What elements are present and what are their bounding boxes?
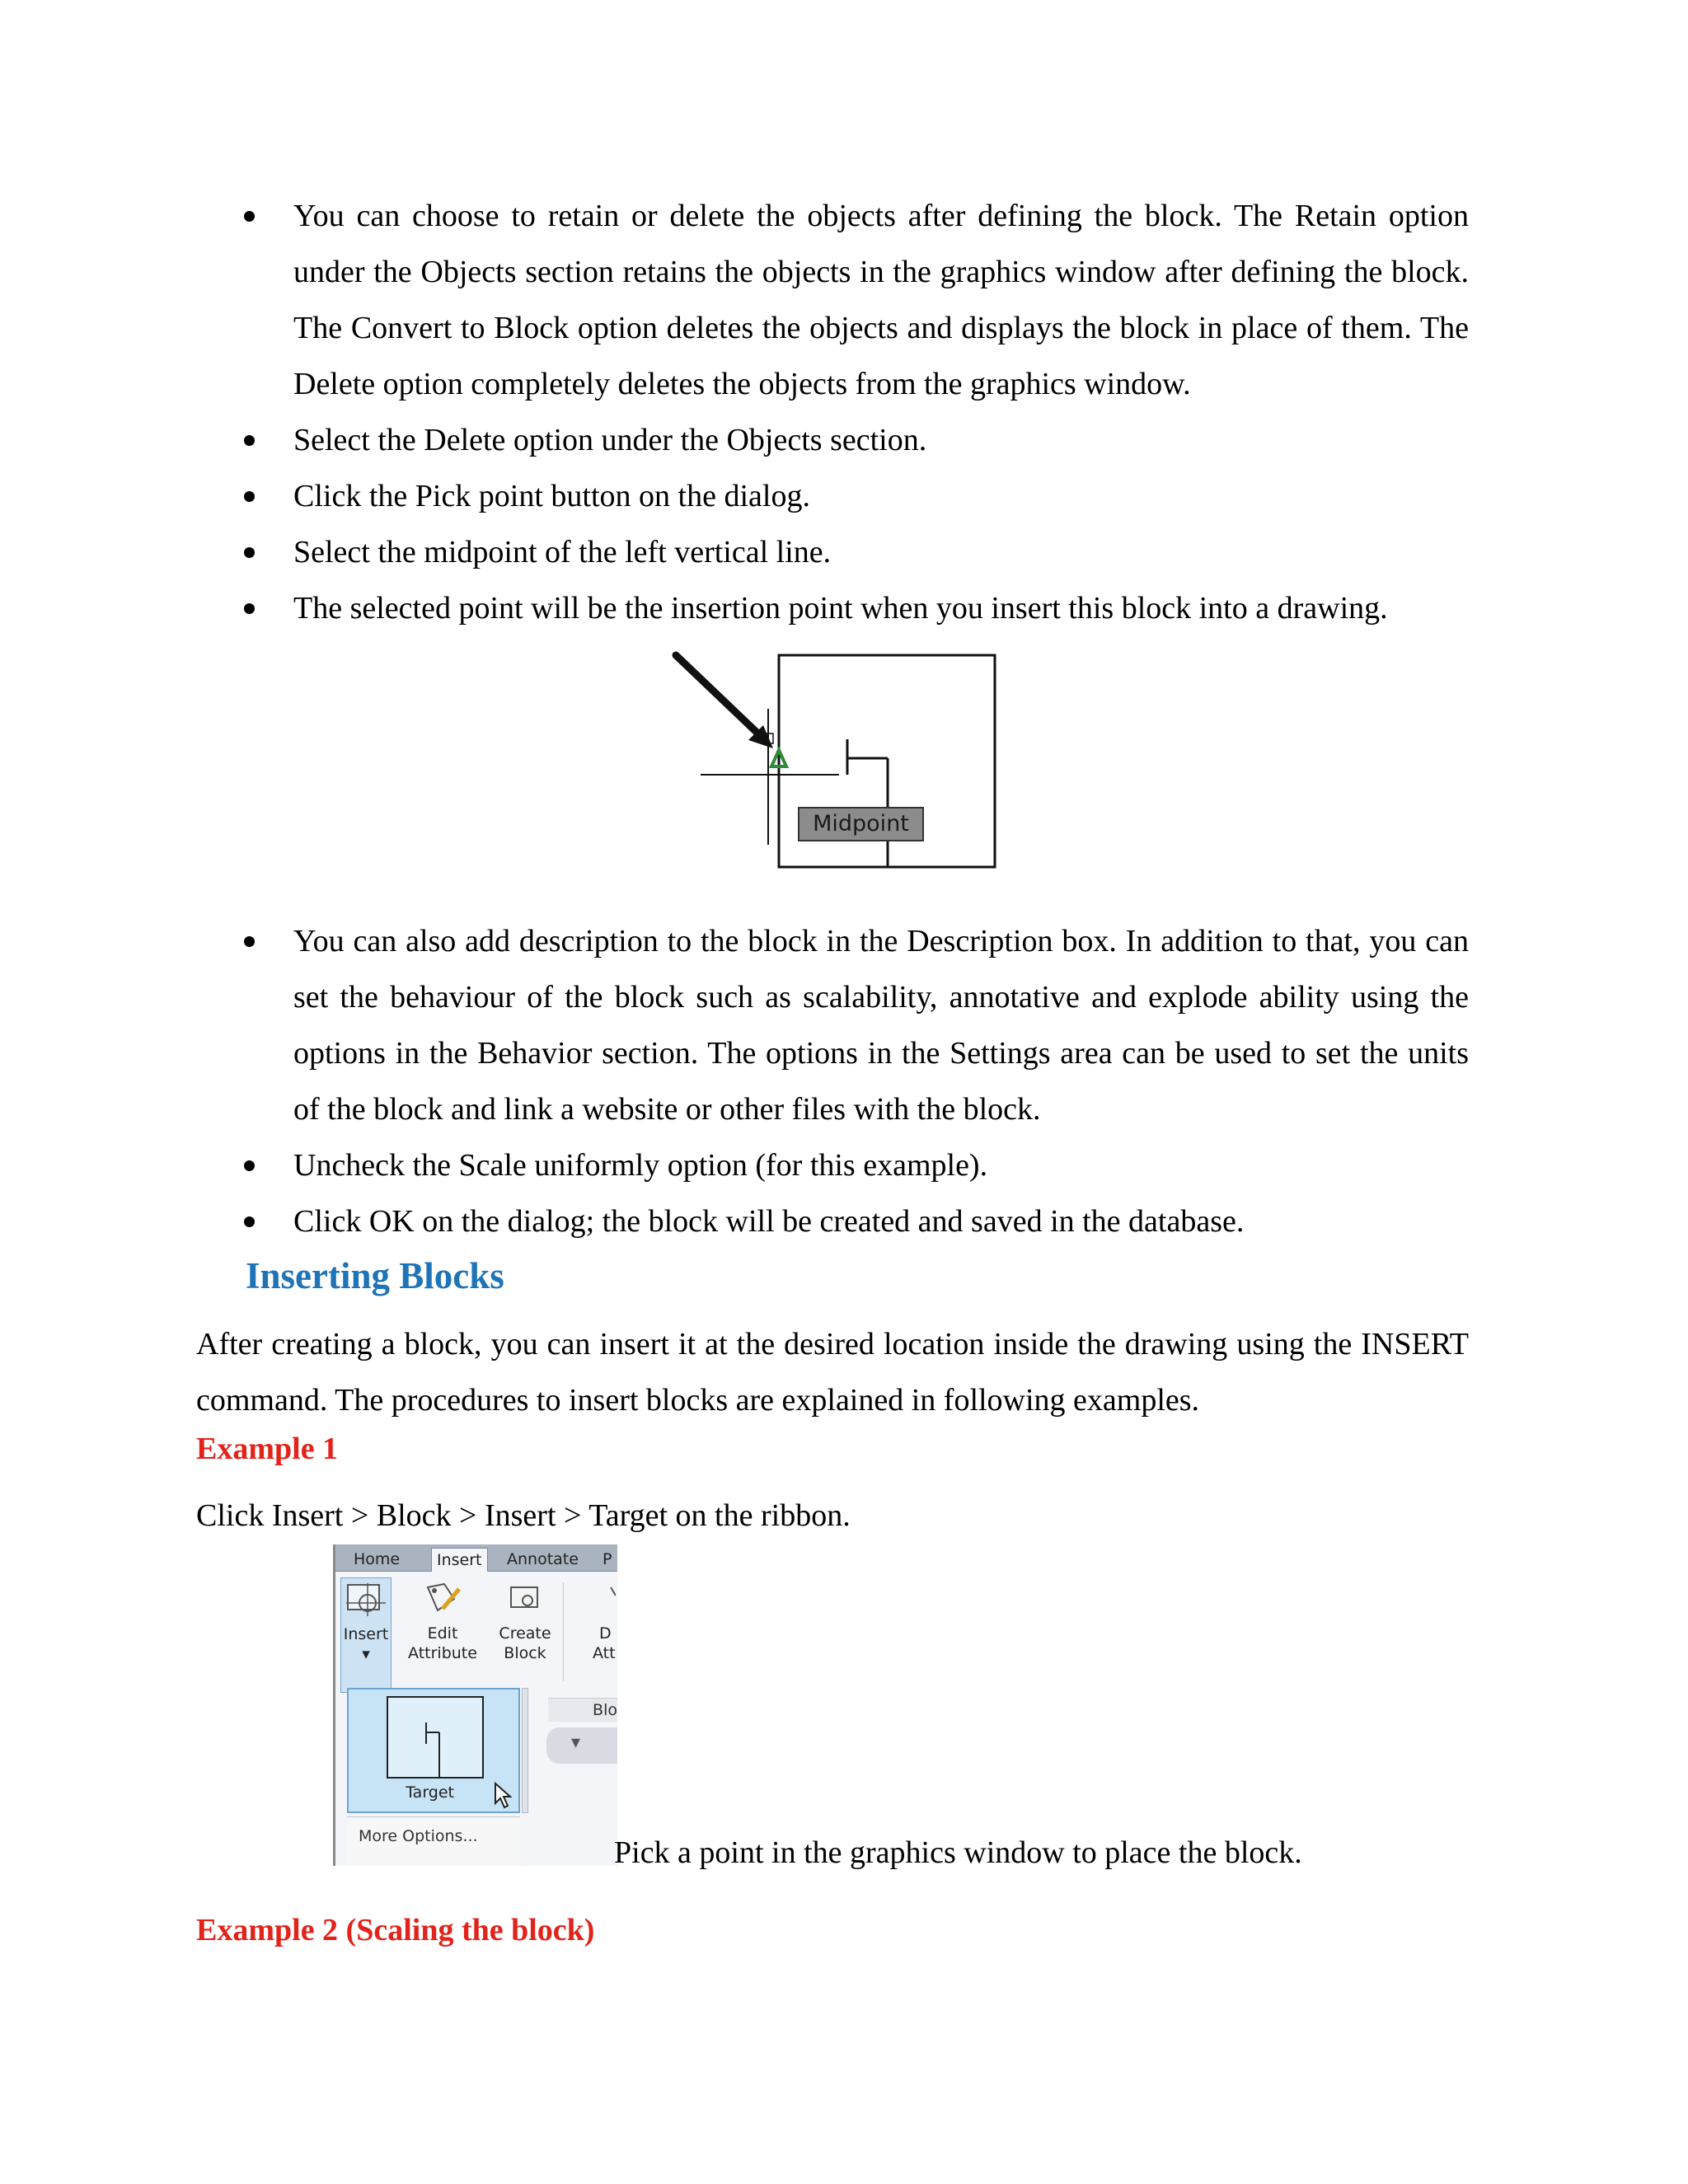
- more-options-menu-item[interactable]: More Options...: [347, 1816, 520, 1864]
- insert-block-button[interactable]: [340, 1577, 392, 1693]
- section-heading: Inserting Blocks: [246, 1255, 504, 1296]
- create-block-label-line1: Create: [499, 1624, 551, 1643]
- tab-clipped[interactable]: P: [603, 1550, 612, 1568]
- panel-expander[interactable]: [546, 1727, 617, 1764]
- ribbon-tab-bar: [335, 1544, 617, 1572]
- target-block-preview: [388, 1698, 482, 1777]
- create-block-icon: [504, 1577, 546, 1619]
- tab-insert[interactable]: Insert: [431, 1548, 488, 1572]
- ribbon-divider: [563, 1582, 564, 1681]
- ribbon-screenshot: [333, 1544, 617, 1866]
- bullet-item: You can also add description to the block in the Description box. In addition to that, you can set the behaviour of the block such as scalability, annotative and explode ability using the options in the Behavior section. The options in the Settings area can be used to set the units of the block and link a website or other files with the block.: [241, 913, 1469, 1137]
- intro-paragraph: After creating a block, you can insert it at the desired location inside the drawing using the INSERT command. The procedures to insert blocks are explained in following examples.: [196, 1327, 1469, 1418]
- create-block-button[interactable]: [492, 1577, 558, 1663]
- bullet-item: Select the midpoint of the left vertical line.: [241, 524, 1469, 580]
- bullet-item: The selected point will be the insertion point when you insert this block into a drawing.: [241, 580, 1469, 636]
- edit-attribute-label-line2: Attribute: [408, 1644, 477, 1662]
- midpoint-tooltip: Midpoint: [798, 807, 924, 841]
- edit-attribute-button[interactable]: [401, 1577, 484, 1663]
- edit-attribute-icon: [420, 1577, 466, 1619]
- tab-home[interactable]: Home: [354, 1550, 401, 1568]
- bullet-item: You can choose to retain or delete the objects after defining the block. The Retain option under the Objects section retains the objects in the graphics window after defining the block. The Convert to Block option deletes the objects and displays the block in place of them. The Delete option completely deletes the objects from the graphics window.: [241, 188, 1469, 412]
- chevron-down-icon: ▾: [362, 1645, 370, 1663]
- target-block-thumbnail: [387, 1696, 484, 1779]
- example-2-label: Example 2 (Scaling the block): [196, 1913, 595, 1947]
- clipped-label-line1: D: [599, 1624, 612, 1643]
- gallery-item-label: Target: [406, 1783, 454, 1802]
- block-gallery-item-target[interactable]: [347, 1688, 520, 1813]
- example-1-caption: Pick a point in the graphics window to place the block.: [614, 1835, 1302, 1870]
- define-attribute-icon: [583, 1577, 616, 1619]
- tab-annotate[interactable]: Annotate: [507, 1550, 579, 1568]
- mouse-cursor-icon: [494, 1782, 513, 1810]
- create-block-label-line2: Block: [504, 1644, 546, 1662]
- insert-button-label: Insert: [343, 1625, 389, 1643]
- clipped-label-line2: Att: [593, 1644, 616, 1662]
- expand-panel-icon: ▾: [571, 1732, 581, 1753]
- bullet-list-block-definition: [241, 188, 1469, 636]
- gallery-scrollbar[interactable]: [522, 1688, 528, 1813]
- edit-attribute-label-line1: Edit: [427, 1624, 458, 1643]
- midpoint-snap-figure: [659, 643, 1006, 874]
- block-panel-title-clipped: Blo: [548, 1698, 617, 1722]
- example-1-label: Example 1: [196, 1432, 339, 1466]
- pointer-arrow-shaft: [676, 655, 765, 740]
- bullet-item: Select the Delete option under the Objects section.: [241, 412, 1469, 468]
- bullet-item: Uncheck the Scale uniformly option (for this example).: [241, 1137, 1469, 1193]
- bullet-item: Click the Pick point button on the dialog.: [241, 468, 1469, 524]
- bullet-list-block-settings: [241, 913, 1469, 1249]
- example-1-step: Click Insert > Block > Insert > Target on the ribbon.: [196, 1498, 851, 1533]
- bullet-item: Click OK on the dialog; the block will be created and saved in the database.: [241, 1193, 1469, 1249]
- define-attribute-button-clipped[interactable]: [583, 1577, 617, 1663]
- insert-block-icon: [343, 1578, 389, 1619]
